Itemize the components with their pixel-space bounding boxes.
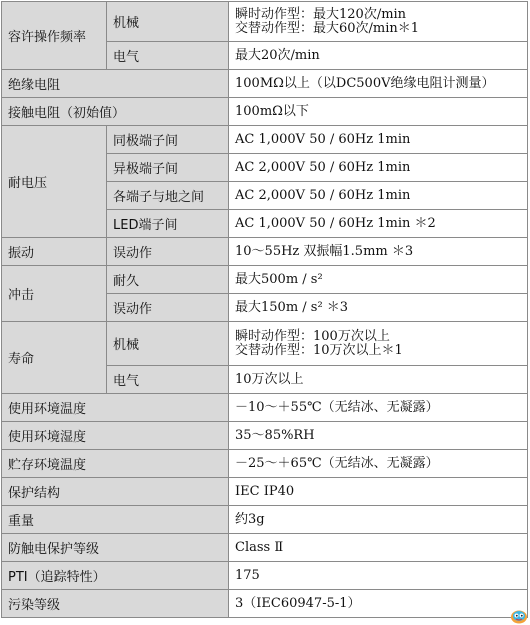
table-row [2,322,528,366]
row-value: 35～85%RH [229,422,528,450]
table-row [2,2,528,42]
table-row [2,394,528,422]
value-shock-durability: 最大500m / s² [229,266,528,294]
value-vibration: 10～55Hz 双振幅1.5mm ＊3 [229,238,528,266]
row-value: Class Ⅱ [229,534,528,562]
value-contact: 100mΩ以下 [229,98,528,126]
value-freq-mech [229,2,528,42]
sub-label-dielectric: 异极端子间 [107,154,229,182]
table-row [2,422,528,450]
table-row [2,450,528,478]
sub-label-freq-mech: 机械 [107,2,229,42]
sub-label-shock-malfunction: 误动作 [107,294,229,322]
row-label-dielectric: 耐电压 [2,126,107,238]
row-label-shock: 冲击 [2,266,107,322]
row-label: 使用环境湿度 [2,422,229,450]
table-row [2,98,528,126]
row-label: 保护结构 [2,478,229,506]
sub-label-life-elec: 电气 [107,366,229,394]
value-line: 瞬时动作型：最大120次/min [235,6,407,22]
row-label-vibration: 振动 [2,238,107,266]
value-life-elec: 10万次以上 [229,366,528,394]
spec-table [1,1,528,618]
sub-label-vibration: 误动作 [107,238,229,266]
row-label-freq: 容许操作频率 [2,2,107,70]
value-dielectric: AC 1,000V 50 / 60Hz 1min [229,126,528,154]
value-dielectric: AC 2,000V 50 / 60Hz 1min [229,154,528,182]
value-dielectric: AC 1,000V 50 / 60Hz 1min ＊2 [229,210,528,238]
sub-label-dielectric: 各端子与地之间 [107,182,229,210]
table-row [2,590,528,618]
row-label-life: 寿命 [2,322,107,394]
value-insulation: 100MΩ以上（以DC500V绝缘电阻计测量） [229,70,528,98]
row-value: IEC IP40 [229,478,528,506]
value-line: 交替动作型：最大60次/min＊1 [235,20,420,36]
row-label: 重量 [2,506,229,534]
value-line: 交替动作型：10万次以上＊1 [235,342,403,358]
sub-label-freq-elec: 电气 [107,42,229,70]
table-row [2,562,528,590]
sub-label-dielectric: LED端子间 [107,210,229,238]
row-value: 约3g [229,506,528,534]
value-dielectric: AC 2,000V 50 / 60Hz 1min [229,182,528,210]
sub-label-shock-durability: 耐久 [107,266,229,294]
row-label: 贮存环境温度 [2,450,229,478]
value-freq-elec: 最大20次/min [229,42,528,70]
table-row [2,506,528,534]
row-value: 3（IEC60947-5-1） [229,590,528,618]
row-label: 使用环境温度 [2,394,229,422]
table-row [2,534,528,562]
row-label-contact: 接触电阻（初始值） [2,98,229,126]
sub-label-life-mech: 机械 [107,322,229,366]
row-label: 污染等级 [2,590,229,618]
value-life-mech [229,322,528,366]
row-label: 防触电保护等级 [2,534,229,562]
row-label: PTI（追踪特性） [2,562,229,590]
table-row [2,238,528,266]
table-row [2,70,528,98]
table-row [2,266,528,294]
row-value: －10～＋55℃（无结冰、无凝露） [229,394,528,422]
value-line: 瞬时动作型：100万次以上 [235,328,390,344]
row-label-insulation: 绝缘电阻 [2,70,229,98]
mascot-badge-icon [510,608,528,624]
value-shock-malfunction: 最大150m / s² ＊3 [229,294,528,322]
row-value: －25～＋65℃（无结冰、无凝露） [229,450,528,478]
table-row [2,126,528,154]
row-value: 175 [229,562,528,590]
table-row [2,478,528,506]
sub-label-dielectric: 同极端子间 [107,126,229,154]
